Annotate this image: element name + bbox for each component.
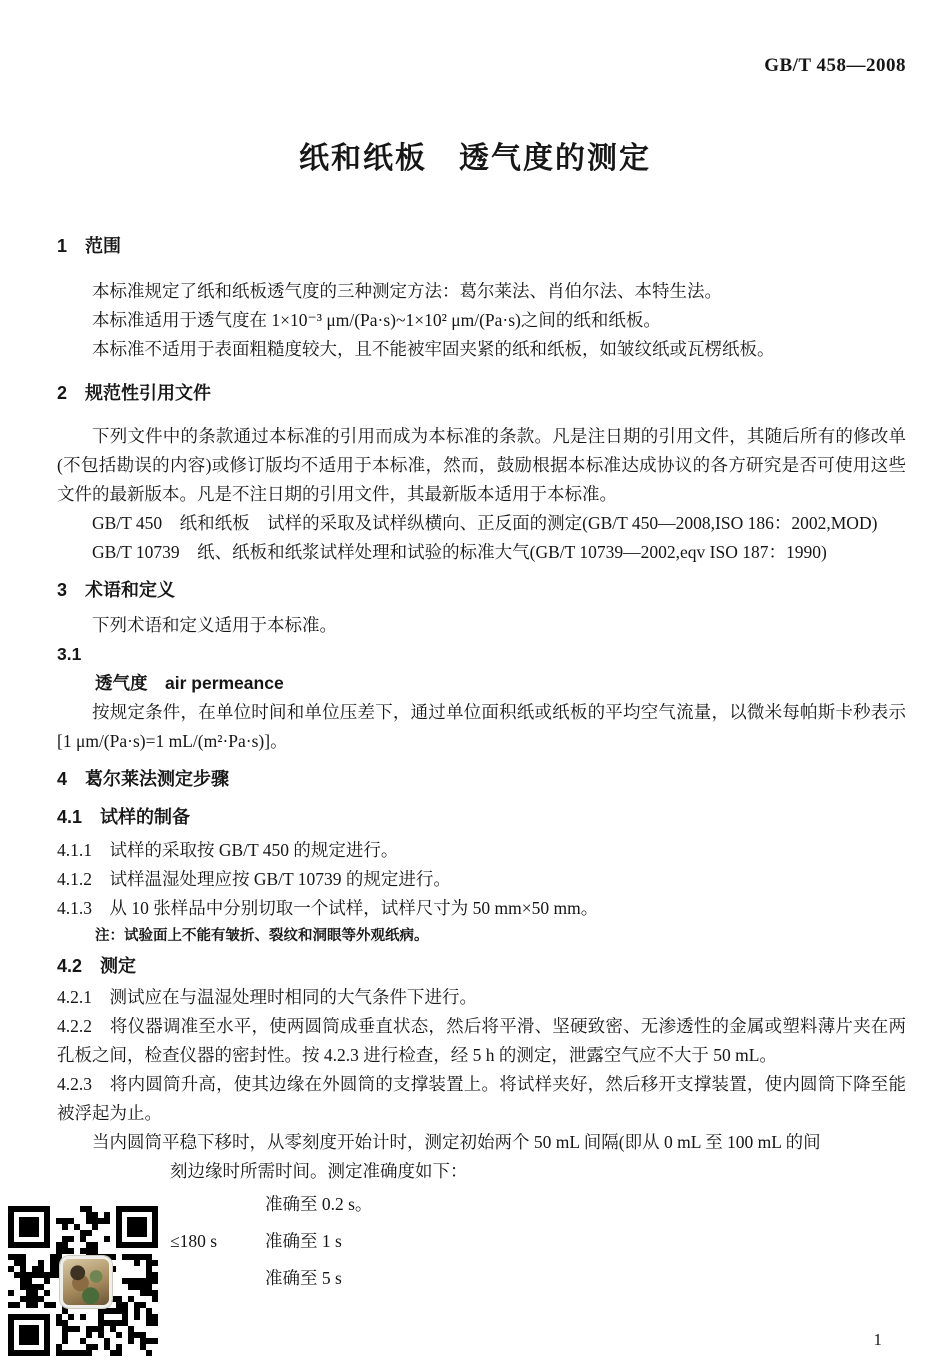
qr-module [8, 1290, 14, 1296]
qr-module [50, 1302, 56, 1308]
timing-paragraph-continued: 刻边缘时所需时间。测定准确度如下： [170, 1161, 468, 1181]
qr-finder-top-left-icon [8, 1206, 50, 1248]
clause-4-2-3: 4.2.3 将内圆筒升高，使其边缘在外圆筒的支撑装置上。将试样夹好，然后移开支撑装置，使内圆筒下降至能被浮起为止。 [57, 1074, 906, 1123]
section-4-heading: 4 葛尔莱法测定步骤 [57, 769, 230, 789]
term-air-permeance: 透气度 air permeance [95, 673, 284, 693]
scope-paragraph-2: 本标准适用于透气度在 1×10⁻³ μm/(Pa·s)~1×10² μm/(Pa·s)之间的纸和纸板。 [92, 310, 661, 330]
reference-gbt450: GB/T 450 纸和纸板 试样的采取及试样纵横向、正反面的测定(GB/T 450—2008,ISO 186：2002,MOD) [92, 513, 878, 533]
qr-module [74, 1326, 80, 1332]
scope-paragraph-1: 本标准规定了纸和纸板透气度的三种测定方法：葛尔莱法、肖伯尔法、本特生法。 [92, 281, 722, 301]
qr-module [152, 1278, 158, 1284]
qr-finder-bottom-left-icon [8, 1314, 50, 1356]
qr-module [14, 1302, 20, 1308]
terms-intro-paragraph: 下列术语和定义适用于本标准。 [92, 615, 337, 635]
qr-module [152, 1260, 158, 1266]
section-4-2-heading: 4.2 测定 [57, 956, 137, 976]
accuracy-range-2: ≤180 s [170, 1231, 218, 1251]
clause-4-1-2: 4.1.2 试样温湿处理应按 GB/T 10739 的规定进行。 [57, 869, 451, 889]
document-title: 纸和纸板 透气度的测定 [299, 142, 651, 175]
qr-module [80, 1314, 86, 1320]
clause-3-1-number: 3.1 [57, 644, 82, 664]
document-body [57, 235, 906, 1297]
qr-module [146, 1350, 152, 1356]
reference-gbt10739: GB/T 10739 纸、纸板和纸浆试样处理和试验的标准大气(GB/T 10739—2002,eqv ISO 187：1990) [92, 542, 827, 562]
accuracy-value-3: 准确至 5 s [265, 1268, 342, 1288]
timing-paragraph: 当内圆筒平稳下移时，从零刻度开始计时，测定初始两个 50 mL 间隔(即从 0 mL 至 100 mL 的间 [92, 1132, 821, 1152]
standard-number: GB/T 458—2008 [764, 55, 906, 76]
qr-module [152, 1338, 158, 1344]
qr-module [152, 1296, 158, 1302]
qr-module [128, 1338, 134, 1344]
page-number: 1 [873, 1330, 882, 1349]
qr-code [0, 1200, 168, 1364]
clause-4-1-3: 4.1.3 从 10 张样品中分别切取一个试样，试样尺寸为 50 mm×50 mm。 [57, 898, 599, 918]
qr-module [44, 1278, 50, 1284]
normative-references-paragraph: 下列文件中的条款通过本标准的引用而成为本标准的条款。凡是注日期的引用文件，其随后所有的修改单(不包括勘误的内容)或修订版均不适用于本标准，然而，鼓励根据本标准达成协议的各方研究是否可使用这些文件的最新版本。凡是不注日期的引用文件，其最新版本适用于本标准。 [57, 426, 906, 504]
qr-module [104, 1218, 110, 1224]
qr-module [134, 1314, 140, 1320]
section-1-heading: 1 范围 [57, 236, 122, 256]
accuracy-row-3 [57, 1260, 906, 1297]
qr-module [152, 1320, 158, 1326]
qr-center-avatar [60, 1256, 112, 1308]
section-3-heading: 3 术语和定义 [57, 580, 176, 600]
qr-module [62, 1224, 68, 1230]
qr-module [86, 1350, 92, 1356]
qr-module [68, 1314, 74, 1320]
accuracy-row-1 [57, 1186, 906, 1223]
qr-module [104, 1236, 110, 1242]
qr-module [44, 1290, 50, 1296]
note-test-surface: 注：试验面上不能有皱折、裂纹和洞眼等外观纸病。 [95, 928, 429, 944]
qr-finder-top-right-icon [116, 1206, 158, 1248]
term-definition-paragraph: 按规定条件，在单位时间和单位压差下，通过单位面积纸或纸板的平均空气流量，以微米每帕斯卡秒表示[1 μm/(Pa·s)=1 mL/(m²·Pa·s)]。 [57, 702, 906, 751]
qr-module [116, 1332, 122, 1338]
clause-4-2-2: 4.2.2 将仪器调准至水平，使两圆筒成垂直状态，然后将平滑、坚硬致密、无渗透性的金属或塑料薄片夹在两孔板之间，检查仪器的密封性。按 4.2.3 进行检查，经 5 h 的测定，泄露空气应不大于 50 mL。 [57, 1016, 906, 1065]
qr-module [110, 1254, 116, 1260]
qr-module [86, 1230, 92, 1236]
qr-module [116, 1350, 122, 1356]
section-2-heading: 2 规范性引用文件 [57, 383, 212, 403]
qr-module [134, 1260, 140, 1266]
qr-module [92, 1224, 98, 1230]
clause-4-1-1: 4.1.1 试样的采取按 GB/T 450 的规定进行。 [57, 840, 399, 860]
accuracy-row-2 [57, 1223, 906, 1260]
accuracy-value-1: 准确至 0.2 s。 [265, 1194, 373, 1214]
clause-4-2-1: 4.2.1 测试应在与温湿处理时相同的大气条件下进行。 [57, 987, 477, 1007]
accuracy-value-2: 准确至 1 s [265, 1231, 342, 1251]
qr-module [68, 1236, 74, 1242]
qr-module [68, 1248, 74, 1254]
accuracy-list [57, 1186, 906, 1297]
qr-module [62, 1338, 68, 1344]
qr-module [92, 1344, 98, 1350]
qr-module [86, 1332, 92, 1338]
qr-module [32, 1302, 38, 1308]
scope-paragraph-3: 本标准不适用于表面粗糙度较大，且不能被牢固夹紧的纸和纸板，如皱纹纸或瓦楞纸板。 [92, 339, 775, 359]
section-4-1-heading: 4.1 试样的制备 [57, 807, 191, 827]
